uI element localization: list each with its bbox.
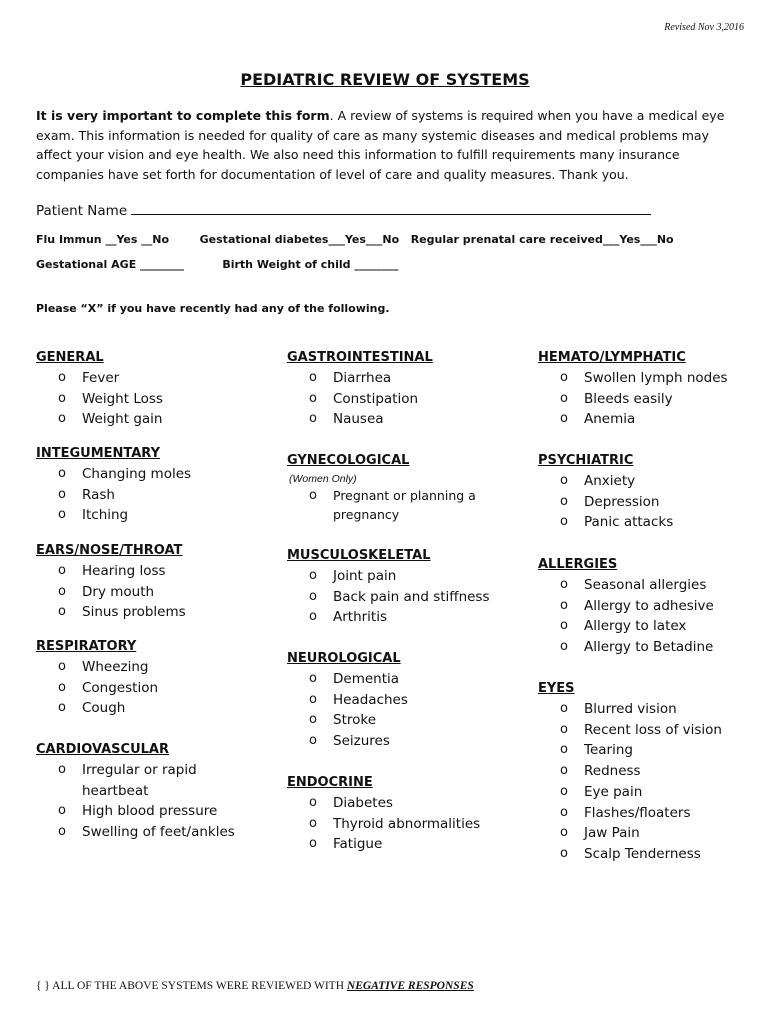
patient-name-field[interactable]	[131, 202, 651, 215]
checkbox-bullet-icon[interactable]: o	[58, 679, 66, 695]
symptom-list	[287, 368, 527, 430]
section-heading: EYES	[538, 681, 575, 696]
symptom-item[interactable]	[36, 505, 276, 526]
symptom-list	[36, 561, 276, 623]
symptom-label: Headaches	[333, 691, 408, 708]
symptom-label: Itching	[82, 507, 129, 524]
symptom-label: Weight gain	[82, 411, 163, 428]
symptom-label: Changing moles	[82, 466, 192, 482]
section-endocrine	[287, 773, 527, 855]
checkbox-bullet-icon[interactable]: o	[560, 618, 568, 634]
section-note: (Women Only)	[289, 473, 357, 485]
symptom-label: Seasonal allergies	[584, 577, 707, 593]
symptom-label: Rash	[82, 486, 115, 503]
section-musculoskeletal	[287, 546, 527, 628]
symptom-label: Pregnant or planning a pregnancy	[333, 488, 476, 522]
checkbox-bullet-icon[interactable]: o	[560, 783, 568, 799]
symptom-item[interactable]	[287, 731, 527, 752]
symptom-list	[36, 760, 266, 843]
symptom-label: Stroke	[333, 712, 377, 729]
symptom-item[interactable]	[538, 471, 758, 492]
symptom-label: Arthritis	[333, 609, 388, 626]
symptom-list	[36, 368, 276, 430]
symptom-label: Swollen lymph nodes	[584, 370, 728, 386]
section-neurological	[287, 649, 527, 752]
symptom-item[interactable]	[538, 844, 758, 865]
section-heading: MUSCULOSKELETAL	[287, 548, 431, 563]
footer-prefix: { } ALL OF THE ABOVE SYSTEMS WERE REVIEWED WITH	[36, 980, 347, 992]
symptom-label: Scalp Tenderness	[584, 845, 701, 862]
checkbox-bullet-icon[interactable]: o	[58, 390, 66, 406]
checkbox-bullet-icon[interactable]: o	[309, 488, 317, 503]
symptom-item[interactable]	[36, 582, 276, 603]
symptom-label: Wheezing	[82, 659, 149, 675]
symptom-item[interactable]	[36, 657, 276, 678]
symptom-label: Cough	[82, 700, 126, 717]
symptom-item[interactable]	[287, 389, 527, 410]
intro-paragraph	[36, 106, 736, 184]
symptom-item[interactable]	[36, 409, 276, 430]
symptom-label: Dementia	[333, 671, 400, 687]
section-gynecological	[287, 451, 487, 524]
symptom-list	[287, 566, 527, 628]
symptom-label: Nausea	[333, 411, 384, 428]
symptom-label: Constipation	[333, 390, 419, 407]
symptom-item[interactable]	[36, 485, 276, 506]
symptom-label: Flashes/floaters	[584, 804, 691, 821]
symptom-label: Joint pain	[333, 568, 397, 584]
section-ears-nose-throat	[36, 541, 276, 623]
symptom-label: Weight Loss	[82, 390, 163, 407]
symptom-label: Tearing	[584, 742, 633, 759]
symptom-item[interactable]	[36, 464, 276, 485]
section-heading: PSYCHIATRIC	[538, 453, 634, 468]
checkbox-bullet-icon[interactable]: o	[560, 411, 568, 427]
checkbox-bullet-icon[interactable]: o	[309, 795, 317, 810]
symptom-list	[287, 793, 527, 855]
checkbox-bullet-icon[interactable]: o	[58, 466, 66, 481]
checkbox-bullet-icon[interactable]: o	[560, 742, 568, 758]
symptom-item[interactable]	[538, 740, 758, 761]
symptom-item[interactable]	[36, 698, 276, 719]
symptom-label: Sinus problems	[82, 604, 186, 621]
symptom-item[interactable]	[538, 823, 758, 844]
checkbox-bullet-icon[interactable]: o	[58, 411, 66, 427]
symptom-item[interactable]	[287, 368, 527, 389]
checkbox-bullet-icon[interactable]: o	[309, 671, 317, 686]
footer-negative-responses: NEGATIVE RESPONSES	[346, 980, 474, 992]
checkbox-bullet-icon[interactable]: o	[560, 514, 568, 530]
checkbox-bullet-icon[interactable]: o	[309, 370, 317, 385]
section-eyes	[538, 679, 758, 865]
checkbox-bullet-icon[interactable]: o	[58, 803, 66, 819]
section-heading: ALLERGIES	[538, 557, 618, 572]
checkbox-bullet-icon[interactable]: o	[309, 691, 317, 707]
symptom-item[interactable]	[36, 602, 276, 623]
section-heading: HEMATO/LYMPHATIC	[538, 350, 686, 365]
symptom-label: Diarrhea	[333, 370, 392, 386]
symptom-item[interactable]	[538, 637, 758, 658]
symptom-item[interactable]	[538, 368, 758, 389]
symptom-item[interactable]	[538, 699, 758, 720]
section-heading: RESPIRATORY	[36, 639, 137, 654]
checkbox-bullet-icon[interactable]: o	[58, 604, 66, 620]
section-heading: ENDOCRINE	[287, 775, 373, 790]
checkbox-bullet-icon[interactable]: o	[309, 390, 317, 406]
patient-name-row	[36, 202, 651, 219]
symptom-label: Thyroid abnormalities	[333, 815, 481, 832]
symptom-label: Hearing loss	[82, 563, 166, 579]
symptom-label: Blurred vision	[584, 701, 677, 717]
form-title: PEDIATRIC REVIEW OF SYSTEMS	[240, 70, 530, 89]
symptom-list	[287, 669, 527, 752]
checkbox-bullet-icon[interactable]: o	[560, 763, 568, 779]
checkbox-bullet-icon[interactable]: o	[309, 568, 317, 583]
symptom-item[interactable]	[538, 389, 758, 410]
revision-date: Revised Nov 3,2016	[664, 22, 744, 33]
checkbox-bullet-icon[interactable]: o	[560, 493, 568, 509]
checkbox-bullet-icon[interactable]: o	[309, 815, 317, 831]
checkbox-bullet-icon[interactable]: o	[309, 588, 317, 604]
checkbox-bullet-icon[interactable]: o	[309, 411, 317, 427]
section-heading: CARDIOVASCULAR	[36, 742, 169, 757]
symptom-list	[538, 471, 758, 533]
symptom-item[interactable]	[538, 761, 758, 782]
symptom-item[interactable]	[287, 710, 527, 731]
checkbox-bullet-icon[interactable]: o	[58, 507, 66, 523]
checkbox-bullet-icon[interactable]: o	[58, 700, 66, 716]
symptom-label: Irregular or rapid heartbeat	[82, 762, 197, 799]
symptom-item[interactable]	[287, 814, 527, 835]
symptom-label: Seizures	[333, 733, 390, 750]
age-weight-row: Gestational AGE ________ Birth Weight of child ________	[36, 258, 399, 271]
symptom-label: Allergy to latex	[584, 618, 687, 635]
symptom-item[interactable]	[287, 607, 527, 628]
symptom-label: Fatigue	[333, 836, 383, 853]
checkbox-bullet-icon[interactable]: o	[58, 583, 66, 599]
symptom-label: Allergy to adhesive	[584, 597, 714, 614]
patient-name-label: Patient Name	[36, 203, 128, 219]
symptom-label: Redness	[584, 763, 641, 780]
symptom-item[interactable]	[538, 720, 758, 741]
checkbox-bullet-icon[interactable]: o	[58, 370, 66, 385]
section-heading: INTEGUMENTARY	[36, 446, 161, 461]
checkbox-bullet-icon[interactable]: o	[58, 486, 66, 502]
checkbox-bullet-icon[interactable]: o	[309, 609, 317, 625]
checkbox-bullet-icon[interactable]: o	[309, 712, 317, 728]
symptom-list	[538, 575, 758, 658]
symptom-list	[36, 464, 276, 526]
intro-bold: It is very important to complete this form	[36, 108, 330, 123]
symptom-item[interactable]	[538, 512, 758, 533]
section-heading: EARS/NOSE/THROAT	[36, 543, 183, 558]
section-psychiatric	[538, 451, 758, 533]
checkbox-bullet-icon[interactable]: o	[560, 804, 568, 820]
negative-review-statement	[36, 980, 474, 992]
symptom-list	[538, 699, 758, 865]
symptom-item[interactable]	[287, 409, 527, 430]
symptom-item[interactable]	[538, 616, 758, 637]
symptom-label: Jaw Pain	[584, 825, 640, 842]
symptom-item[interactable]	[287, 587, 527, 608]
symptom-item[interactable]	[36, 368, 276, 389]
symptom-item[interactable]	[538, 409, 758, 430]
checkbox-bullet-icon[interactable]: o	[58, 762, 66, 777]
symptom-item[interactable]	[538, 782, 758, 803]
symptom-item[interactable]	[287, 487, 487, 524]
section-respiratory	[36, 637, 276, 719]
checkbox-bullet-icon[interactable]: o	[560, 370, 568, 385]
section-gastrointestinal	[287, 348, 527, 430]
checkbox-bullet-icon[interactable]: o	[309, 733, 317, 749]
section-heading: GENERAL	[36, 350, 104, 365]
checkbox-bullet-icon[interactable]: o	[560, 701, 568, 716]
checkbox-bullet-icon[interactable]: o	[560, 721, 568, 737]
symptom-label: Anemia	[584, 411, 636, 428]
checkbox-bullet-icon[interactable]: o	[560, 845, 568, 861]
section-heading: NEUROLOGICAL	[287, 651, 401, 666]
symptom-label: Fever	[82, 370, 120, 386]
symptom-label: High blood pressure	[82, 803, 218, 820]
symptom-label: Allergy to Betadine	[584, 639, 714, 656]
symptom-item[interactable]	[287, 834, 527, 855]
section-heading: GASTROINTESTINAL	[287, 350, 433, 365]
checkbox-bullet-icon[interactable]: o	[560, 577, 568, 592]
instructions: Please “X” if you have recently had any of the following.	[36, 302, 390, 315]
symptom-item[interactable]	[287, 793, 527, 814]
symptom-item[interactable]	[36, 801, 266, 822]
symptom-label: Anxiety	[584, 473, 636, 489]
symptom-label: Bleeds easily	[584, 390, 673, 407]
symptom-label: Congestion	[82, 679, 159, 696]
symptom-label: Eye pain	[584, 783, 643, 800]
symptom-item[interactable]	[287, 669, 527, 690]
checkbox-bullet-icon[interactable]: o	[58, 659, 66, 674]
checkbox-bullet-icon[interactable]: o	[309, 836, 317, 852]
section-cardiovascular	[36, 740, 266, 843]
checkbox-bullet-icon[interactable]: o	[58, 563, 66, 578]
symptom-label: Swelling of feet/ankles	[82, 824, 235, 841]
symptom-item[interactable]	[538, 575, 758, 596]
symptom-item[interactable]	[538, 803, 758, 824]
section-hemato-lymphatic	[538, 348, 758, 430]
symptom-item[interactable]	[287, 690, 527, 711]
symptom-item[interactable]	[36, 760, 266, 801]
section-integumentary	[36, 444, 276, 526]
checkbox-bullet-icon[interactable]: o	[560, 597, 568, 613]
checkbox-bullet-icon[interactable]: o	[560, 639, 568, 655]
symptom-item[interactable]	[538, 596, 758, 617]
symptom-item[interactable]	[36, 389, 276, 410]
symptom-label: Diabetes	[333, 795, 393, 811]
symptom-label: Panic attacks	[584, 514, 674, 531]
checkbox-bullet-icon[interactable]: o	[560, 473, 568, 488]
checkbox-bullet-icon[interactable]: o	[560, 390, 568, 406]
checkbox-bullet-icon[interactable]: o	[560, 825, 568, 841]
symptom-item[interactable]	[538, 492, 758, 513]
symptom-label: Recent loss of vision	[584, 721, 722, 738]
symptom-item[interactable]	[287, 566, 527, 587]
symptom-label: Dry mouth	[82, 583, 155, 600]
section-general	[36, 348, 276, 430]
flu-gestational-row: Flu Immun __Yes __No Gestational diabetes___Yes___No Regular prenatal care received___Yes___No	[36, 233, 674, 246]
symptom-label: Back pain and stiffness	[333, 588, 490, 605]
symptom-list	[287, 487, 487, 524]
section-heading: GYNECOLOGICAL	[287, 453, 410, 468]
symptom-list	[36, 657, 276, 719]
symptom-item[interactable]	[36, 822, 266, 843]
section-allergies	[538, 555, 758, 658]
symptom-item[interactable]	[36, 561, 276, 582]
symptom-label: Depression	[584, 493, 660, 510]
symptom-item[interactable]	[36, 678, 276, 699]
symptom-list	[538, 368, 758, 430]
checkbox-bullet-icon[interactable]: o	[58, 824, 66, 840]
intro-text: . A review of systems is required when you have a medical eye exam. This information is needed for quality of care as many systemic diseases and medical problems may affect your vision and eye health. We also need this information to fulfill requirements many insurance companies have set forth for documentation of level of care and quality measures. Thank you.	[36, 108, 725, 182]
